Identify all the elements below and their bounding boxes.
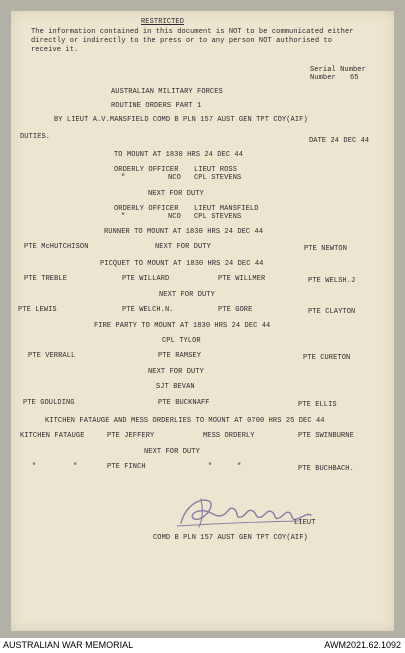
- nco-label-2: NCO: [168, 213, 181, 221]
- signature-rank: LIEUT: [294, 519, 316, 527]
- kitchen-fatigue-label: KITCHEN FATAUGE: [20, 432, 85, 440]
- ditto-mark: ": [121, 174, 126, 182]
- title-line-2: ROUTINE ORDERS PART 1: [111, 102, 202, 110]
- title-line-1: AUSTRALIAN MILITARY FORCES: [111, 88, 223, 96]
- mess-name-1: PTE SWINBURNE: [298, 432, 354, 440]
- kitchen-name-2: PTE FINCH: [107, 463, 146, 471]
- kitchen-heading: KITCHEN FATAUGE AND MESS ORDERLIES TO MOUNT AT 0700 HRS 25 DEC 44: [45, 417, 325, 425]
- fire-party-next-label: NEXT FOR DUTY: [148, 368, 204, 376]
- picquet-name-7: PTE GORE: [218, 306, 253, 314]
- mount-heading: TO MOUNT AT 1830 HRS 24 DEC 44: [114, 151, 244, 159]
- runner-name-2: PTE NEWTON: [304, 245, 348, 253]
- ditto-mark-3: ": [32, 463, 37, 471]
- runner-next-label: NEXT FOR DUTY: [155, 243, 211, 251]
- fire-party-sjt: SJT BEVAN: [156, 383, 195, 391]
- kitchen-name-1: PTE JEFFERY: [107, 432, 155, 440]
- mess-name-2: PTE BUCHBACH.: [298, 465, 354, 473]
- picquet-next-label: NEXT FOR DUTY: [159, 291, 215, 299]
- duties-label: DUTIES.: [20, 133, 51, 141]
- orderly-officer-name-2: LIEUT MANSFIELD: [194, 205, 259, 213]
- ditto-mark-4: ": [73, 463, 78, 471]
- runner-name-1: PTE McHUTCHISON: [24, 243, 89, 251]
- picquet-name-2: PTE WILLARD: [122, 275, 170, 283]
- runner-heading: RUNNER TO MOUNT AT 1830 HRS 24 DEC 44: [104, 228, 264, 236]
- notice-line-1: The information contained in this document is NOT to be communicated either: [31, 28, 354, 36]
- fire-party-cpl: CPL TYLOR: [162, 337, 201, 345]
- title-line-3: BY LIEUT A.V.MANSFIELD COMD B PLN 157 AUST GEN TPT COY(AIF): [54, 116, 308, 124]
- kitchen-next-label: NEXT FOR DUTY: [144, 448, 200, 456]
- picquet-name-4: PTE WELSH.J: [308, 277, 356, 285]
- fire-party-name-2: PTE RAMSEY: [158, 352, 202, 360]
- footer-institution: AUSTRALIAN WAR MEMORIAL: [3, 640, 134, 650]
- orderly-officer-label: ORDERLY OFFICER: [114, 166, 179, 174]
- restricted-heading: RESTRICTED: [141, 18, 185, 26]
- picquet-name-5: PTE LEWIS: [18, 306, 57, 314]
- notice-line-2: directly or indirectly to the press or to any person NOT authorised to: [31, 37, 333, 45]
- footer-accession-number: AWM2021.62.1092: [324, 640, 401, 650]
- nco-name: CPL STEVENS: [194, 174, 242, 182]
- notice-line-3: receive it.: [31, 46, 79, 54]
- fire-party-name-4: PTE GOULDING: [23, 399, 75, 407]
- next-for-duty-heading: NEXT FOR DUTY: [148, 190, 204, 198]
- picquet-name-8: PTE CLAYTON: [308, 308, 356, 316]
- nco-label: NCO: [168, 174, 181, 182]
- picquet-name-6: PTE WELCH.N.: [122, 306, 174, 314]
- fire-party-name-1: PTE VERRALL: [28, 352, 76, 360]
- signature-unit: COMD B PLN 157 AUST GEN TPT COY(AIF): [153, 534, 308, 542]
- serial-number-label: Serial Number: [310, 66, 366, 74]
- fire-party-name-5: PTE BUCKNAFF: [158, 399, 210, 407]
- picquet-name-3: PTE WILLMER: [218, 275, 266, 283]
- order-date: DATE 24 DEC 44: [309, 137, 370, 145]
- number-label: Number: [310, 74, 336, 82]
- orderly-officer-name: LIEUT ROSS: [194, 166, 238, 174]
- ditto-mark-2: ": [121, 213, 126, 221]
- number-value: 65: [350, 74, 359, 82]
- orderly-officer-label-2: ORDERLY OFFICER: [114, 205, 179, 213]
- picquet-heading: PICQUET TO MOUNT AT 1830 HRS 24 DEC 44: [100, 260, 264, 268]
- document-page: [11, 11, 394, 631]
- fire-party-name-3: PTE CURETON: [303, 354, 351, 362]
- ditto-mark-6: ": [237, 463, 242, 471]
- fire-party-name-6: PTE ELLIS: [298, 401, 337, 409]
- mess-orderly-label: MESS ORDERLY: [203, 432, 255, 440]
- ditto-mark-5: ": [208, 463, 213, 471]
- nco-name-2: CPL STEVENS: [194, 213, 242, 221]
- picquet-name-1: PTE TREBLE: [24, 275, 68, 283]
- fire-party-heading: FIRE PARTY TO MOUNT AT 1830 HRS 24 DEC 44: [94, 322, 271, 330]
